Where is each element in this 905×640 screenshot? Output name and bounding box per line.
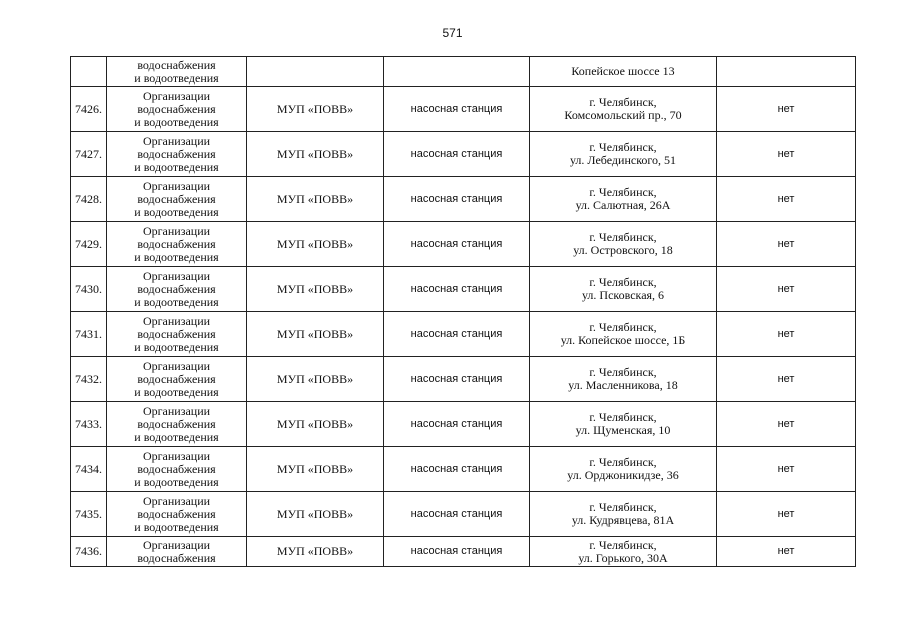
cell-address	[530, 357, 717, 402]
cell-organization-type	[107, 222, 247, 267]
cell-address	[530, 87, 717, 132]
table-row	[71, 222, 856, 267]
cell-owner	[247, 57, 384, 87]
cell-object: насосная станция	[384, 537, 530, 567]
organization-type-line: водоснабжения	[137, 371, 216, 386]
cell-owner: МУП «ПОВВ»	[247, 357, 384, 402]
organization-type-line: водоснабжения	[137, 281, 216, 296]
registry-table-body	[71, 57, 856, 567]
organization-type-line: водоснабжения	[137, 236, 216, 251]
cell-object: насосная станция	[384, 492, 530, 537]
cell-number	[71, 57, 107, 87]
cell-object: насосная станция	[384, 222, 530, 267]
organization-type-line: и водоотведения	[134, 429, 219, 444]
address-line: г. Челябинск,	[589, 320, 657, 334]
cell-object: насосная станция	[384, 447, 530, 492]
organization-type-line: и водоотведения	[134, 159, 219, 174]
cell-owner: МУП «ПОВВ»	[247, 492, 384, 537]
cell-number: 7434.	[71, 447, 107, 492]
cell-number: 7432.	[71, 357, 107, 402]
organization-type-line: водоснабжения	[137, 550, 216, 565]
cell-owner: МУП «ПОВВ»	[247, 537, 384, 567]
organization-type-line: Организации	[142, 358, 211, 373]
cell-number: 7433.	[71, 402, 107, 447]
organization-type-line: Организации	[142, 133, 211, 148]
cell-organization-type	[107, 87, 247, 132]
cell-organization-type	[107, 267, 247, 312]
cell-number: 7426.	[71, 87, 107, 132]
organization-type-line: и водоотведения	[134, 249, 219, 264]
address-line: г. Челябинск,	[589, 275, 657, 289]
organization-type-line: и водоотведения	[134, 70, 219, 85]
cell-flag: нет	[717, 537, 856, 567]
cell-owner: МУП «ПОВВ»	[247, 312, 384, 357]
address-line: ул. Салютная, 26А	[575, 198, 671, 212]
cell-flag	[717, 57, 856, 87]
cell-number: 7431.	[71, 312, 107, 357]
address-line: Копейское шоссе 13	[571, 64, 675, 78]
cell-organization-type	[107, 537, 247, 567]
cell-organization-type	[107, 312, 247, 357]
organization-type-line: Организации	[142, 268, 211, 283]
organization-type-line: водоснабжения	[137, 101, 216, 116]
organization-type-line: Организации	[142, 537, 211, 552]
cell-address	[530, 492, 717, 537]
cell-flag: нет	[717, 222, 856, 267]
address-line: г. Челябинск,	[589, 537, 657, 552]
cell-flag: нет	[717, 177, 856, 222]
cell-object: насосная станция	[384, 267, 530, 312]
organization-type-line: Организации	[142, 223, 211, 238]
cell-organization-type	[107, 57, 247, 87]
cell-owner: МУП «ПОВВ»	[247, 87, 384, 132]
cell-flag: нет	[717, 447, 856, 492]
organization-type-line: и водоотведения	[134, 474, 219, 489]
address-line: Комсомольский пр., 70	[564, 108, 682, 122]
address-line: ул. Копейское шоссе, 1Б	[560, 333, 686, 347]
organization-type-line: и водоотведения	[134, 294, 219, 309]
table-row	[71, 402, 856, 447]
cell-address	[530, 267, 717, 312]
address-line: г. Челябинск,	[589, 455, 657, 469]
organization-type-line: Организации	[142, 493, 211, 508]
table-row	[71, 267, 856, 312]
table-row	[71, 177, 856, 222]
cell-organization-type	[107, 492, 247, 537]
cell-organization-type	[107, 447, 247, 492]
cell-number: 7427.	[71, 132, 107, 177]
address-line: ул. Горького, 30А	[578, 550, 668, 565]
cell-object: насосная станция	[384, 177, 530, 222]
table-row	[71, 87, 856, 132]
organization-type-line: и водоотведения	[134, 204, 219, 219]
address-line: ул. Лебединского, 51	[569, 153, 677, 167]
cell-owner: МУП «ПОВВ»	[247, 447, 384, 492]
cell-address	[530, 132, 717, 177]
organization-type-line: водоснабжения	[137, 326, 216, 341]
address-line: ул. Кудрявцева, 81А	[571, 513, 675, 527]
cell-address	[530, 402, 717, 447]
address-line: г. Челябинск,	[589, 95, 657, 109]
cell-address	[530, 57, 717, 87]
organization-type-line: и водоотведения	[134, 519, 219, 534]
cell-flag: нет	[717, 87, 856, 132]
cell-flag: нет	[717, 267, 856, 312]
address-line: г. Челябинск,	[589, 230, 657, 244]
address-line: ул. Островского, 18	[573, 243, 673, 257]
cell-owner: МУП «ПОВВ»	[247, 267, 384, 312]
cell-address	[530, 537, 717, 567]
organization-type-line: водоснабжения	[137, 57, 216, 72]
organization-type-line: и водоотведения	[134, 384, 219, 399]
cell-number: 7436.	[71, 537, 107, 567]
cell-owner: МУП «ПОВВ»	[247, 177, 384, 222]
address-line: ул. Щуменская, 10	[575, 423, 671, 437]
cell-flag: нет	[717, 492, 856, 537]
address-line: г. Челябинск,	[589, 410, 657, 424]
organization-type-line: водоснабжения	[137, 461, 216, 476]
cell-owner: МУП «ПОВВ»	[247, 402, 384, 447]
cell-flag: нет	[717, 132, 856, 177]
organization-type-line: и водоотведения	[134, 339, 219, 354]
cell-flag: нет	[717, 312, 856, 357]
table-row	[71, 537, 856, 567]
cell-number: 7435.	[71, 492, 107, 537]
organization-type-line: и водоотведения	[134, 114, 219, 129]
table-row	[71, 447, 856, 492]
cell-object: насосная станция	[384, 402, 530, 447]
address-line: г. Челябинск,	[589, 365, 657, 379]
cell-owner: МУП «ПОВВ»	[247, 222, 384, 267]
organization-type-line: Организации	[142, 313, 211, 328]
address-line: г. Челябинск,	[589, 140, 657, 154]
table-row	[71, 357, 856, 402]
organization-type-line: Организации	[142, 448, 211, 463]
cell-flag: нет	[717, 402, 856, 447]
cell-organization-type	[107, 132, 247, 177]
cell-number: 7430.	[71, 267, 107, 312]
organization-type-line: Организации	[142, 403, 211, 418]
address-line: г. Челябинск,	[589, 185, 657, 199]
organization-type-line: водоснабжения	[137, 416, 216, 431]
cell-address	[530, 222, 717, 267]
organization-type-line: водоснабжения	[137, 146, 216, 161]
cell-address	[530, 177, 717, 222]
organization-type-line: водоснабжения	[137, 506, 216, 521]
page-number: 571	[442, 26, 463, 40]
registry-table	[70, 56, 856, 567]
organization-type-line: водоснабжения	[137, 191, 216, 206]
cell-object: насосная станция	[384, 312, 530, 357]
cell-address	[530, 447, 717, 492]
address-line: ул. Орджоникидзе, 36	[567, 468, 679, 482]
cell-object: насосная станция	[384, 357, 530, 402]
cell-organization-type	[107, 357, 247, 402]
cell-number: 7429.	[71, 222, 107, 267]
cell-flag: нет	[717, 357, 856, 402]
cell-organization-type	[107, 177, 247, 222]
organization-type-line: Организации	[142, 88, 211, 103]
organization-type-line: Организации	[142, 178, 211, 193]
table-row	[71, 312, 856, 357]
cell-owner: МУП «ПОВВ»	[247, 132, 384, 177]
cell-object	[384, 57, 530, 87]
cell-number: 7428.	[71, 177, 107, 222]
cell-organization-type	[107, 402, 247, 447]
address-line: ул. Масленникова, 18	[568, 378, 678, 392]
cell-object: насосная станция	[384, 132, 530, 177]
table-row	[71, 132, 856, 177]
continuation-row	[71, 57, 856, 87]
cell-object: насосная станция	[384, 87, 530, 132]
address-line: г. Челябинск,	[589, 500, 657, 514]
address-line: ул. Псковская, 6	[581, 288, 665, 302]
table-row	[71, 492, 856, 537]
cell-address	[530, 312, 717, 357]
